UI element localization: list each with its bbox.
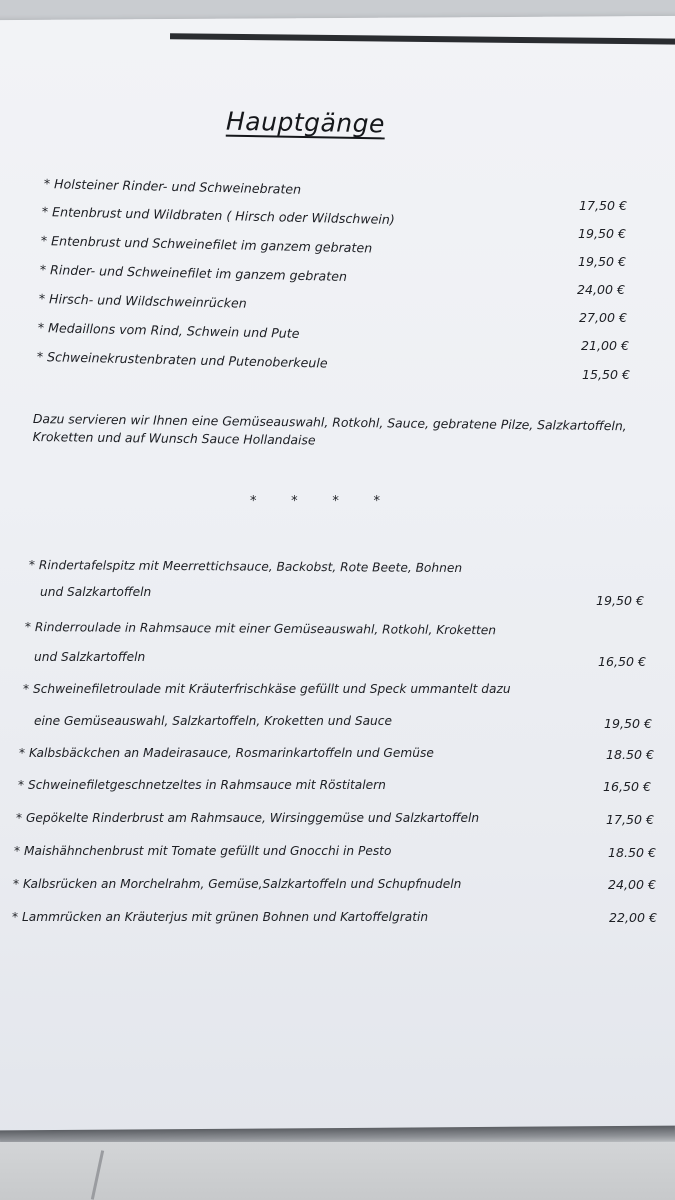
menu-item-name: * Medaillons vom Rind, Schwein und Pute (37, 320, 300, 341)
menu-item-price: 19,50 € (604, 716, 653, 731)
menu-item-price: 27,00 € (579, 310, 628, 325)
menu-item-name: * Kalbsrücken an Morchelrahm, Gemüse,Salzkartoffeln und Schupfnudeln (13, 877, 462, 891)
menu-item-name: * Holsteiner Rinder- und Schweinebraten (43, 176, 302, 197)
menu-item-name: * Gepökelte Rinderbrust am Rahmsauce, Wirsinggemüse und Salzkartoffeln (16, 811, 480, 825)
menu-item-name: * Schweinefiletgeschnetzeltes in Rahmsauce mit Röstitalern (18, 778, 386, 792)
divider-star: * (332, 494, 339, 509)
menu-item-name: * Rindertafelspitz mit Meerrettichsauce, Backobst, Rote Beete, Bohnen (28, 558, 463, 576)
menu-item-name: * Entenbrust und Wildbraten ( Hirsch oder Wildschwein) (41, 204, 395, 228)
menu-item-price: 24,00 € (577, 282, 626, 297)
menu-item-price: 15,50 € (582, 367, 631, 382)
menu-item-name: * Kalbsbäckchen an Madeirasauce, Rosmarinkartoffeln und Gemüse (19, 746, 434, 760)
menu-item-name-continued: und Salzkartoffeln (34, 650, 146, 664)
menu-item-name: * Rinderroulade in Rahmsauce mit einer Gemüseauswahl, Rotkohl, Kroketten (24, 620, 497, 638)
menu-item-price: 18.50 € (608, 845, 657, 860)
menu-item-name: * Lammrücken an Kräuterjus mit grünen Bohnen und Kartoffelgratin (12, 910, 429, 924)
section-divider (250, 494, 380, 508)
menu-item-name: * Entenbrust und Schweinefilet im ganzem gebraten (40, 233, 373, 256)
menu-item-price: 22,00 € (609, 910, 658, 925)
menu-title: Hauptgänge (225, 106, 386, 139)
menu-item-price: 19,50 € (578, 254, 627, 269)
menu-item-name: * Hirsch- und Wildschweinrücken (38, 291, 247, 311)
menu-item-price: 16,50 € (603, 779, 652, 794)
menu-item-name-continued: eine Gemüseauswahl, Salzkartoffeln, Kroketten und Sauce (34, 714, 392, 728)
divider-star: * (250, 494, 257, 509)
menu-item-price: 17,50 € (606, 812, 655, 827)
menu-item-name: * Rinder- und Schweinefilet im ganzem gebraten (39, 262, 348, 284)
menu-item-name: * Schweinefiletroulade mit Kräuterfrischkäse gefüllt und Speck ummantelt dazu (23, 682, 511, 696)
side-dishes-note: Dazu servieren wir Ihnen eine Gemüseauswahl, Rotkohl, Sauce, gebratene Pilze, Salzkartoffeln, Kroketten und auf Wunsch Sauce Hollandaise (32, 410, 627, 448)
menu-item-price: 19,50 € (596, 593, 645, 608)
menu-item-name: * Maishähnchenbrust mit Tomate gefüllt und Gnocchi in Pesto (14, 844, 392, 858)
menu-item-price: 19,50 € (578, 226, 627, 241)
divider-star: * (373, 494, 380, 509)
divider-star: * (291, 494, 298, 509)
menu-item-price: 21,00 € (581, 338, 630, 353)
menu-item-price: 18.50 € (606, 747, 655, 762)
menu-item-price: 17,50 € (579, 198, 628, 213)
menu-item-name: * Schweinekrustenbraten und Putenoberkeule (36, 349, 328, 371)
menu-item-name-continued: und Salzkartoffeln (40, 585, 152, 599)
menu-item-price: 24,00 € (608, 877, 657, 892)
menu-item-price: 16,50 € (598, 654, 647, 669)
